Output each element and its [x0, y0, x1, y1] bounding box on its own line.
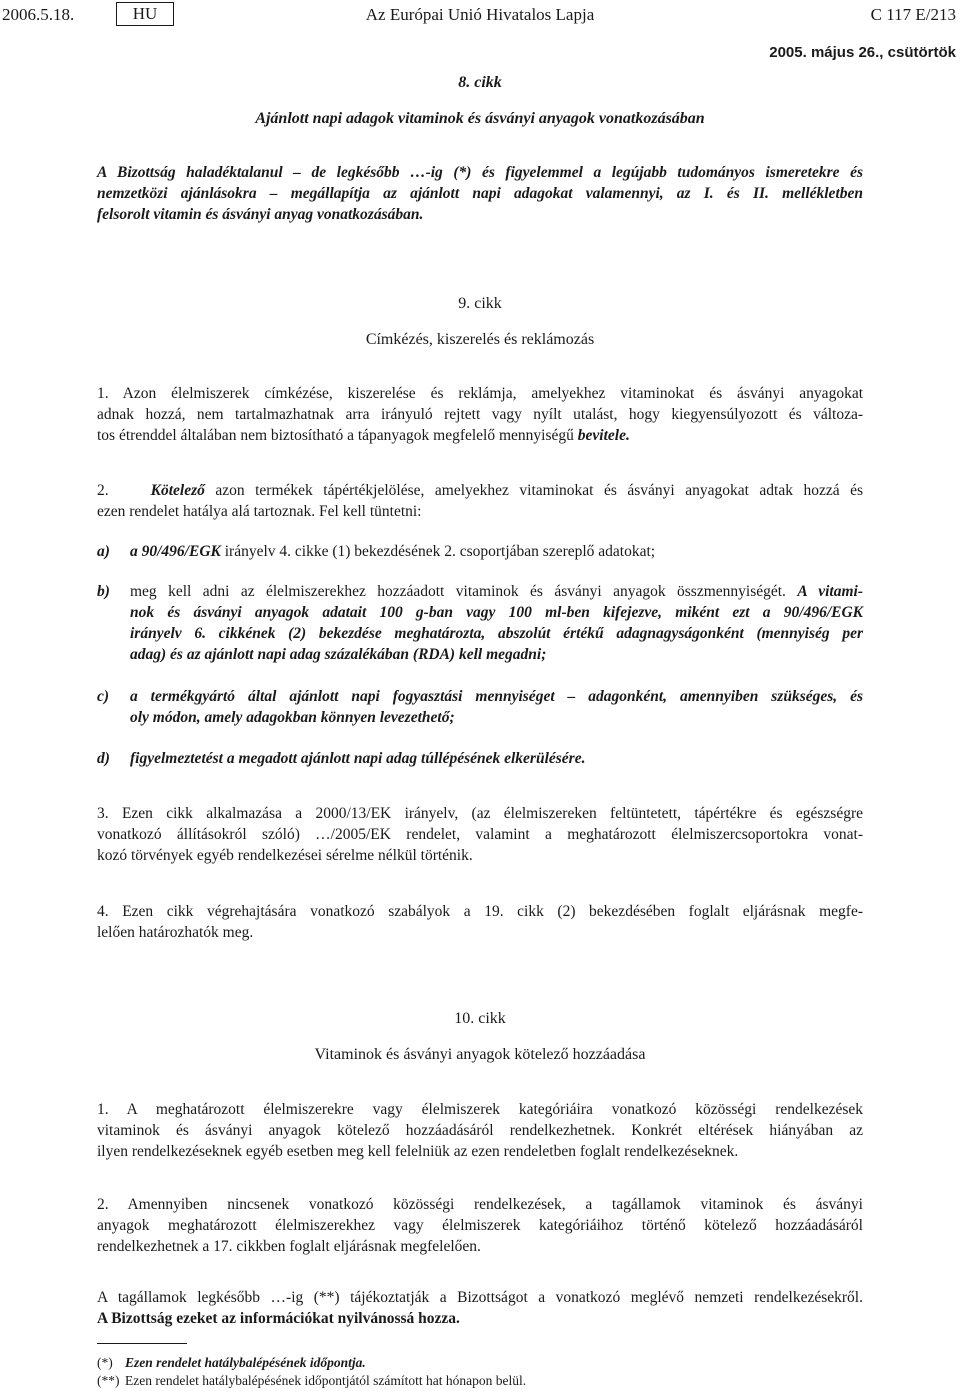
article-9-paragraph-3	[97, 803, 863, 866]
text-line: vitaminok és ásványi anyagok kötelező hozzáadásáról rendelkezhetnek. Konkrét eltérések hiányában az	[97, 1122, 863, 1139]
list-label: c)	[97, 688, 110, 705]
text-line: nok és ásványi anyagok adatait 100 g-ban vagy 100 ml-ben kifejezve, miként ezt a 90/496/EGK	[130, 604, 863, 621]
text-line: lelően határozhatók meg.	[97, 924, 254, 941]
text-line: oly módon, amely adagokban könnyen levezethető;	[130, 709, 455, 726]
text-line: 4. Ezen cikk végrehajtására vonatkozó szabályok a 19. cikk (2) bekezdésében foglalt eljárásnak megfe-	[97, 903, 863, 920]
page-reference: C 117 E/213	[870, 5, 956, 24]
article-10-paragraph-1	[97, 1099, 863, 1162]
article-9-paragraph-2	[97, 480, 863, 522]
text-segment: tos étrenddel általában nem biztosítható a tápanyagok megfelelő mennyiségű	[97, 427, 574, 444]
article-10-title: Vitaminok és ásványi anyagok kötelező hozzáadása	[314, 1046, 646, 1063]
text-line: irányelv 6. cikkének (2) bekezdése meghatározta, abszolút értékű adagnagyságonként (mennyiség per	[130, 625, 863, 642]
text-line: nemzetközi ajánlásokra – megállapítja az ajánlott napi adagokat valamennyi, az I. és II. mellékletben	[97, 185, 863, 202]
bold-italic-text: A vitami-	[797, 583, 863, 600]
footnote-2	[97, 1370, 526, 1391]
text-line: a termékgyártó által ajánlott napi fogyasztási mennyiséget – adagonként, amennyiben szükséges, és	[130, 688, 863, 705]
text-line: ezen rendelet hatálya alá tartoznak. Fel kell tüntetni:	[97, 503, 422, 520]
journal-title: Az Európai Unió Hivatalos Lapja	[365, 5, 595, 24]
bold-italic-text: Kötelező	[150, 482, 205, 499]
list-item-d	[97, 748, 863, 769]
text-line: A Bizottság ezeket az információkat nyilvánossá hozza.	[97, 1310, 460, 1327]
footnote-text: Ezen rendelet hatálybalépésének időpontjától számított hat hónapon belül.	[125, 1373, 527, 1388]
article-8-paragraph	[97, 162, 863, 225]
list-item-c	[97, 686, 863, 728]
text-line: adag) és az ajánlott napi adag százalékában (RDA) kell megadni;	[130, 646, 547, 663]
list-label: b)	[97, 583, 110, 600]
text-segment: irányelv 4. cikke (1) bekezdésének 2. csoportjában szereplő adatokat;	[224, 543, 656, 560]
text-line: vonatkozó állításokról szóló) …/2005/EK rendelet, valamint a meghatározott élelmiszercsoportokra vonat-	[97, 826, 863, 843]
list-label: d)	[97, 750, 110, 767]
publication-date: 2006.5.18.	[2, 5, 75, 24]
article-9-paragraph-1	[97, 383, 863, 446]
text-segment: azon termékek tápértékjelölése, amelyekhez vitaminokat és ásványi anyagokat adtak hozzá és	[215, 482, 863, 499]
text-line	[130, 581, 863, 602]
footnote-text: Ezen rendelet hatálybalépésének időpontja.	[125, 1355, 366, 1370]
article-9-paragraph-4	[97, 901, 863, 943]
article-9-title: Címkézés, kiszerelés és reklámozás	[365, 331, 595, 348]
footnote-mark: (*)	[97, 1355, 113, 1370]
text-line: 1. A meghatározott élelmiszerekre vagy élelmiszerek kategóriáira vonatkozó közösségi rendelkezések	[97, 1101, 863, 1118]
article-10-paragraph-3	[97, 1287, 863, 1329]
footnote-separator	[97, 1343, 187, 1344]
session-date: 2005. május 26., csütörtök	[769, 44, 956, 61]
text-line: kozó törvények egyéb rendelkezései sérelme nélkül történik.	[97, 847, 473, 864]
text-line: A Bizottság haladéktalanul – de legkésőbb …-ig (*) és figyelemmel a legújabb tudományos ismeretekre és	[97, 164, 863, 181]
bold-italic-text: a 90/496/EGK	[130, 543, 221, 560]
text-segment: meg kell adni az élelmiszerekhez hozzáadott vitaminok és ásványi anyagok összmennyiségét.	[130, 583, 786, 600]
text-line: adnak hozzá, nem tartalmazhatnak arra irányuló rejtett vagy nyílt utalást, hogy kiegyensúlyozott és változa-	[97, 406, 863, 423]
list-item-a	[97, 541, 863, 562]
text-line: rendelkezhetnek a 17. cikkben foglalt eljárásnak megfelelően.	[97, 1238, 481, 1255]
text-line: felsorolt vitamin és ásványi anyag vonatkozásában.	[97, 206, 424, 223]
text-line: 3. Ezen cikk alkalmazása a 2000/13/EK irányelv, (az élelmiszereken feltüntetett, tápértékre és egészségre	[97, 805, 863, 822]
text-line	[130, 541, 863, 562]
list-item-b	[97, 581, 863, 665]
text-line: 1. Azon élelmiszerek címkézése, kiszerelése és reklámja, amelyekhez vitaminokat és ásványi anyagokat	[97, 385, 863, 402]
list-label: a)	[97, 543, 110, 560]
paragraph-number: 2.	[97, 482, 109, 499]
bold-italic-text: bevitele.	[577, 427, 630, 444]
journal-header	[0, 2, 960, 26]
article-10-paragraph-2	[97, 1194, 863, 1257]
article-8-number: 8. cikk	[458, 74, 502, 91]
text-line	[97, 425, 863, 446]
article-10-number	[0, 1008, 960, 1029]
text-line	[97, 480, 863, 501]
article-10-number-text: 10. cikk	[454, 1010, 506, 1027]
text-line: anyagok meghatározott élelmiszerekhez vagy élelmiszerek kategóriáihoz történő kötelező hozzáadásáról	[97, 1217, 863, 1234]
text-line: figyelmeztetést a megadott ajánlott napi adag túllépésének elkerülésére.	[130, 750, 586, 767]
article-9-number-text: 9. cikk	[458, 295, 502, 312]
article-8-title: Ajánlott napi adagok vitaminok és ásványi anyagok vonatkozásában	[255, 110, 705, 127]
language-code-box: HU	[116, 2, 174, 26]
text-line: ilyen rendelkezéseknek egyéb esetben meg kell felelniük az ezen rendeletben foglalt rendelkezéseknek.	[97, 1143, 739, 1160]
footnote-mark: (**)	[97, 1373, 120, 1388]
text-line: 2. Amennyiben nincsenek vonatkozó közösségi rendelkezések, a tagállamok vitaminok és ásványi	[97, 1196, 863, 1213]
article-9-number	[0, 293, 960, 314]
text-line: A tagállamok legkésőbb …-ig (**) tájékoztatják a Bizottságot a vonatkozó meglévő nemzeti rendelkezésekről.	[97, 1289, 863, 1306]
